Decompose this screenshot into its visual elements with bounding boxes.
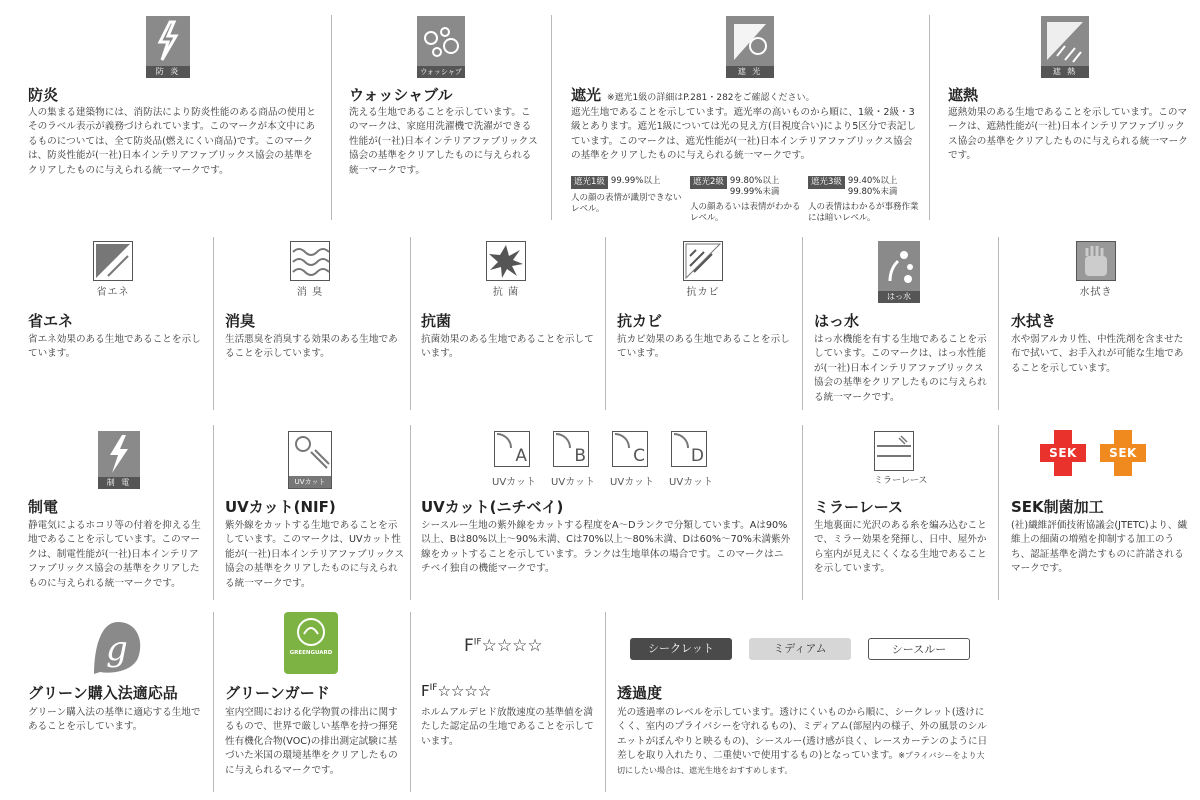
- uv-grade-letter: C: [633, 446, 645, 466]
- transmit-medium-badge: ミディアム: [749, 638, 851, 660]
- wash-title: ウォッシャブル: [349, 86, 453, 104]
- heat-desc: 遮熱効果のある生地であることを示しています。このマークは、遮熱性能が(一社)日本インテリアファブリックス協会の基準をクリアしたものに与えられる統一マークです。: [948, 107, 1188, 162]
- static-title: 制電: [28, 498, 59, 516]
- repel-desc: はっ水機能を有する生地であることを示しています。このマークは、はっ水性能が(一社)日本インテリアファブリックス協会の基準をクリアしたものに与えられる統一マークです。: [814, 334, 987, 403]
- transmit-title: 透過度: [617, 684, 663, 702]
- shading-level-tag: 遮光2級: [690, 176, 727, 189]
- antibac-desc: 抗菌効果のある生地であることを示しています。: [421, 334, 594, 360]
- shading-level-desc: 人の顔あるいは表情がわかるレベル。: [690, 202, 801, 223]
- energy-saving-icon: [93, 241, 133, 298]
- uv-grade-letter: B: [574, 446, 586, 466]
- blackout-icon: [726, 16, 774, 78]
- antimold-title: 抗カビ: [617, 312, 663, 330]
- green-purchase-logo-icon: [90, 620, 146, 680]
- mirror-icon-label: ミラーレース: [874, 476, 928, 486]
- green-logo-letter: g: [106, 629, 128, 669]
- greenguard-logo-text: GREENGUARD: [289, 650, 333, 656]
- uv-grade-letter: A: [515, 446, 527, 466]
- deodor-desc: 生活悪臭を消臭する効果のある生地であることを示しています。: [225, 334, 398, 360]
- fstar-title-sup: IF: [429, 683, 438, 693]
- mirror-title: ミラーレース: [814, 498, 903, 516]
- fire-retardant-icon: [146, 16, 190, 78]
- shading-level-pct: 99.99%以上: [610, 176, 661, 186]
- uv-cut-nif-icon: [288, 431, 332, 489]
- antibac-icon-label: 抗 菌: [492, 287, 520, 298]
- mirror-lace-icon: [874, 431, 927, 486]
- deodor-title: 消臭: [225, 312, 256, 330]
- heat-title: 遮熱: [948, 86, 979, 104]
- shading-desc: 遮光生地であることを示しています。遮光率の高いものから順に、1級・2級・3級とあります。遮光1級については光の見え方(目視度合い)により5区分で表記しています。このマークは、遮光性能が(一社)日本インテリアファブリックス協会の基準をクリアしたものに与えられる統一マークです。: [571, 107, 916, 162]
- f-star-stars: ☆☆☆☆: [481, 636, 543, 656]
- uvnichi-title: UVカット(ニチベイ): [421, 498, 564, 516]
- sek-logo-text: SEK: [1109, 446, 1137, 460]
- gguard-desc: 室内空間における化学物質の排出に関するもので、世界で厳しい基準を持つ揮発性有機化合物(VOC)の排出測定試験に基づいた米国の環境基準をクリアしたものに与えられるマークです。: [225, 707, 398, 776]
- gguard-title: グリーンガード: [225, 684, 330, 702]
- antimold-icon-label: 抗カビ: [686, 287, 720, 298]
- wipe-icon-label: 水拭き: [1079, 287, 1113, 298]
- antibac-title: 抗菌: [421, 312, 452, 330]
- sek-title: SEK制菌加工: [1011, 498, 1104, 516]
- shading-title: [571, 84, 815, 105]
- antimold-desc: 抗カビ効果のある生地であることを示しています。: [617, 334, 790, 360]
- antimold-icon: [683, 241, 723, 298]
- uv-grade-letter: D: [690, 446, 704, 466]
- shading-level-tag: 遮光1級: [571, 176, 608, 189]
- shading-level-2: [690, 176, 802, 224]
- sek-red-logo-icon: [1040, 430, 1086, 476]
- shading-level-pct: 99.40%以上 99.80%未満: [847, 176, 898, 197]
- transmit-note: ※プライバシーをより大切にしたい場合は、遮光生地をおすすめします。: [617, 751, 985, 775]
- fstar-desc: ホルムアルデヒド放散速度の基準値を満たした認定品の生地であることを示しています。: [421, 707, 594, 747]
- transmit-secret-badge: シークレット: [630, 638, 732, 660]
- uv-grade-cap: UVカット: [492, 477, 537, 488]
- uvnif-icon-label: UVカット: [289, 476, 331, 488]
- shading-icon-label: 遮 光: [726, 66, 774, 78]
- uv-grade-c-icon: [612, 431, 648, 467]
- water-repellent-icon: [878, 241, 920, 303]
- f-star-sup: IF: [473, 637, 482, 648]
- fire-desc: 人の集まる建築物には、消防法により防炎性能のある商品の使用とそのラベル表示が義務づけられています。このマークが本文中にあるものについては、全て防炎品(燃えにくい商品)です。このマークは、防炎性能が(一社)日本インテリアファブリックス協会の基準をクリアしたものに与えられる統一マークです。: [28, 107, 316, 176]
- wash-icon-label: ウォッシャブル: [417, 66, 465, 78]
- f-star-letter: F: [464, 636, 474, 656]
- shading-level-3: [808, 176, 920, 224]
- wash-desc: 洗える生地であることを示しています。このマークは、家庭用洗濯機で洗濯ができる性能が(一社)日本インテリアファブリックス協会の基準をクリアしたものに与えられる統一マークです。: [349, 107, 538, 176]
- f-star-mark: [464, 636, 543, 656]
- wipe-title: 水拭き: [1011, 312, 1057, 330]
- washable-icon: [417, 16, 465, 88]
- transmit-desc-text: 光の透過率のレベルを示しています。透けにくいものから順に、シークレット(透けにくく、室内のプライバシーを守れるもの)、ミディアム(部屋内の様子、外の風景のシルエットがぼんやりと映るもの)、シースルー(透け感が良く、レースカーテンのように日差しを取り入れたり、二重使いで使用するもの)となっています。: [617, 707, 988, 762]
- static-desc: 静電気によるホコリ等の付着を抑える生地であることを示しています。このマークは、制電性能が(一社)日本インテリアファブリックス協会の基準をクリアしたものに与えられる統一マークです。: [28, 520, 201, 589]
- shading-level-desc: 人の顔の表情が識別できないレベル。: [571, 193, 682, 214]
- uv-grade-a-icon: [494, 431, 530, 467]
- uv-grade-cap: UVカット: [610, 477, 655, 488]
- eco-icon-label: 省エネ: [96, 287, 130, 298]
- eco-title: 省エネ: [28, 312, 74, 330]
- fstar-title-stars: ☆☆☆☆: [437, 682, 492, 700]
- sek-orange-logo-icon: [1100, 430, 1146, 476]
- wipe-icon: [1076, 241, 1116, 298]
- transmit-desc: [617, 706, 989, 778]
- green-desc: グリーン購入法の基準に適応する生地であることを示しています。: [28, 707, 201, 733]
- shading-title-text: 遮光: [571, 86, 602, 104]
- heat-shield-icon: [1041, 16, 1089, 78]
- shading-level-desc: 人の表情はわかるが事務作業には暗いレベル。: [808, 202, 919, 223]
- repel-title: はっ水: [814, 312, 860, 330]
- uvnichi-desc: シースルー生地の紫外線をカットする程度をA～Dランクで分類しています。Aは90%以上、Bは80%以上～90%未満、Cは70%以上～80%未満、Dは60%～70%未満紫外線をカットすることを示しています。ランクは生地単体の場合です。このマークはニチベイ独自の機能マークです。: [421, 520, 791, 575]
- uv-grade-b-icon: [553, 431, 589, 467]
- green-title: グリーン購入法適応品: [28, 684, 178, 702]
- antibacterial-icon: [486, 241, 526, 298]
- uvnif-title: UVカット(NIF): [225, 498, 336, 516]
- fstar-title-letter: F: [421, 682, 430, 700]
- sek-logo-text: SEK: [1049, 446, 1077, 460]
- uv-grade-d-icon: [671, 431, 707, 467]
- sek-desc: (社)繊維評価技術協議会(JTETC)より、繊維上の細菌の増殖を抑制する加工のうち、認証基準を満たすものに許諾されるマークです。: [1011, 520, 1188, 575]
- eco-desc: 省エネ効果のある生地であることを示しています。: [28, 334, 201, 360]
- transmit-seethrough-badge: シースルー: [868, 638, 970, 660]
- uvnif-desc: 紫外線をカットする生地であることを示しています。このマークは、UVカット性能が(一社)日本インテリアファブリックス協会の基準をクリアしたものに与えられる統一マークです。: [225, 520, 405, 589]
- fire-icon-label: 防 炎: [146, 66, 190, 78]
- greenguard-logo-icon: [284, 612, 338, 674]
- fire-title: 防炎: [28, 86, 59, 104]
- uv-grade-cap: UVカット: [551, 477, 596, 488]
- deodorant-icon: [290, 241, 330, 298]
- shading-level-tag: 遮光3級: [808, 176, 845, 189]
- deodor-icon-label: 消 臭: [296, 287, 324, 298]
- shading-level-pct: 99.80%以上 99.99%未満: [729, 176, 780, 197]
- mirror-desc: 生地裏面に光沢のある糸を編み込むことで、ミラー効果を発揮し、日中、屋外から室内が見えにくくなる生地であることを示しています。: [814, 520, 987, 575]
- static-icon-label: 制 電: [98, 477, 140, 489]
- fstar-title: [421, 682, 491, 700]
- shading-level-1: [571, 176, 683, 215]
- antistatic-icon: [98, 431, 140, 489]
- heat-icon-label: 遮 熱: [1041, 66, 1089, 78]
- repel-icon-label: はっ水: [878, 291, 920, 303]
- wipe-desc: 水や弱アルカリ性、中性洗剤を含ませた布で拭いて、お手入れが可能な生地であることを示しています。: [1011, 334, 1184, 374]
- uv-grade-cap: UVカット: [669, 477, 714, 488]
- shading-note: ※遮光1級の詳細はP.281・282をご確認ください。: [607, 93, 815, 103]
